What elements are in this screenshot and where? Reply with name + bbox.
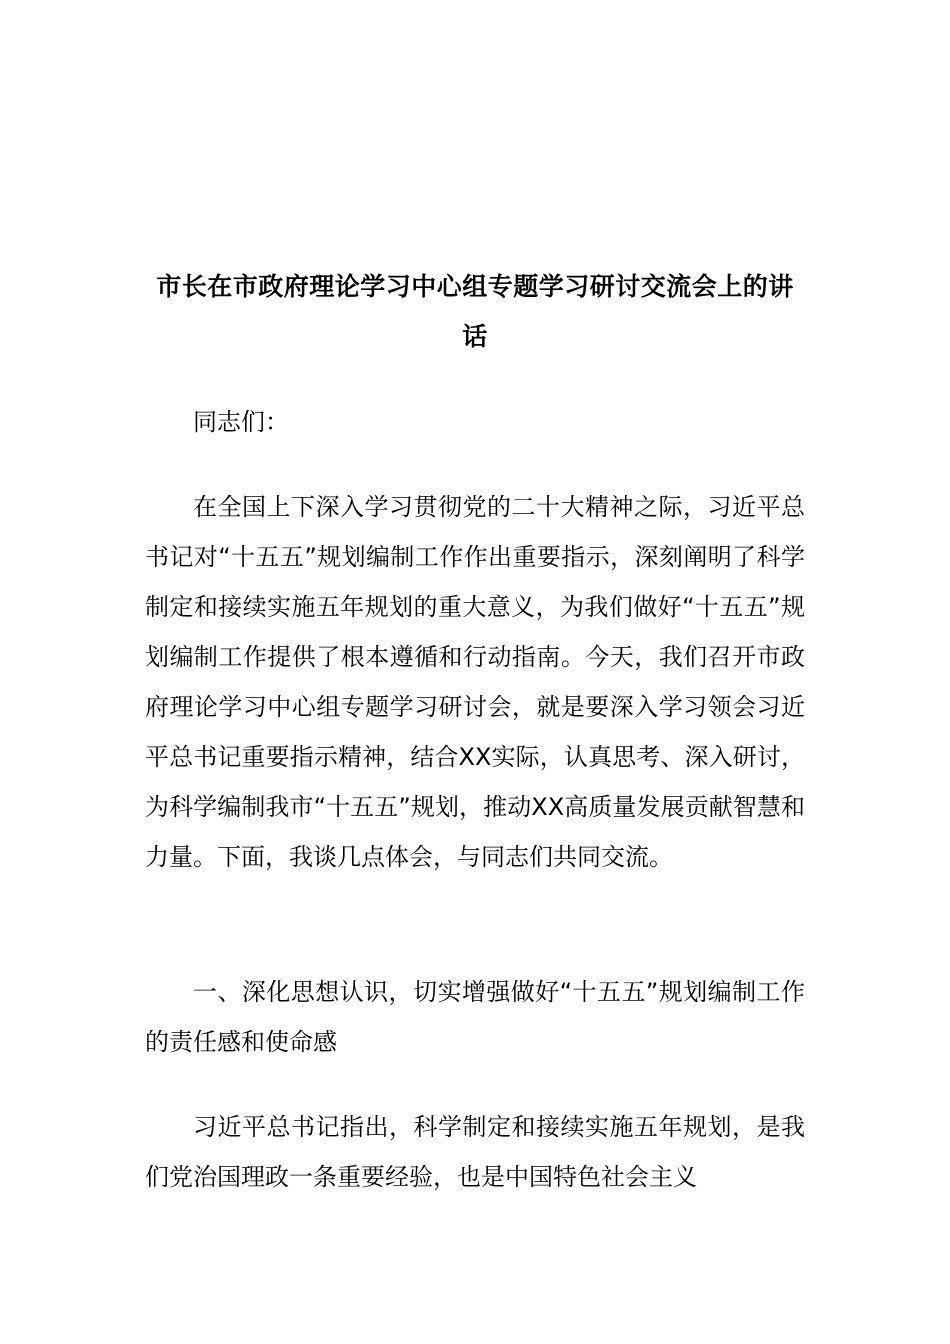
section-heading-1: 一、深化思想认识，切实增强做好“十五五”规划编制工作的责任感和使命感 — [145, 978, 805, 1056]
salutation: 同志们： — [193, 408, 289, 436]
document-title: 市长在市政府理论学习中心组专题学习研讨交流会上的讲话 — [156, 272, 794, 351]
paragraph-intro: 在全国上下深入学习贯彻党的二十大精神之际，习近平总书记对“十五五”规划编制工作作出重要指示，深刻阐明了科学制定和接续实施五年规划的重大意义，为我们做好“十五五”规划编制工作提供了根本遵循和行动指南。今天，我们召开市政府理论学习中心组专题学习研讨会，就是要深入学习领会习近平总书记重要指示精神，结合XX实际，认真思考、深入研讨，为科学编制我市“十五五”规划，推动XX高质量发展贡献智慧和力量。下面，我谈几点体会，与同志们共同交流。 — [145, 493, 805, 871]
paragraph-section-1: 习近平总书记指出，科学制定和接续实施五年规划，是我们党治国理政一条重要经验，也是中国特色社会主义 — [145, 1113, 805, 1191]
